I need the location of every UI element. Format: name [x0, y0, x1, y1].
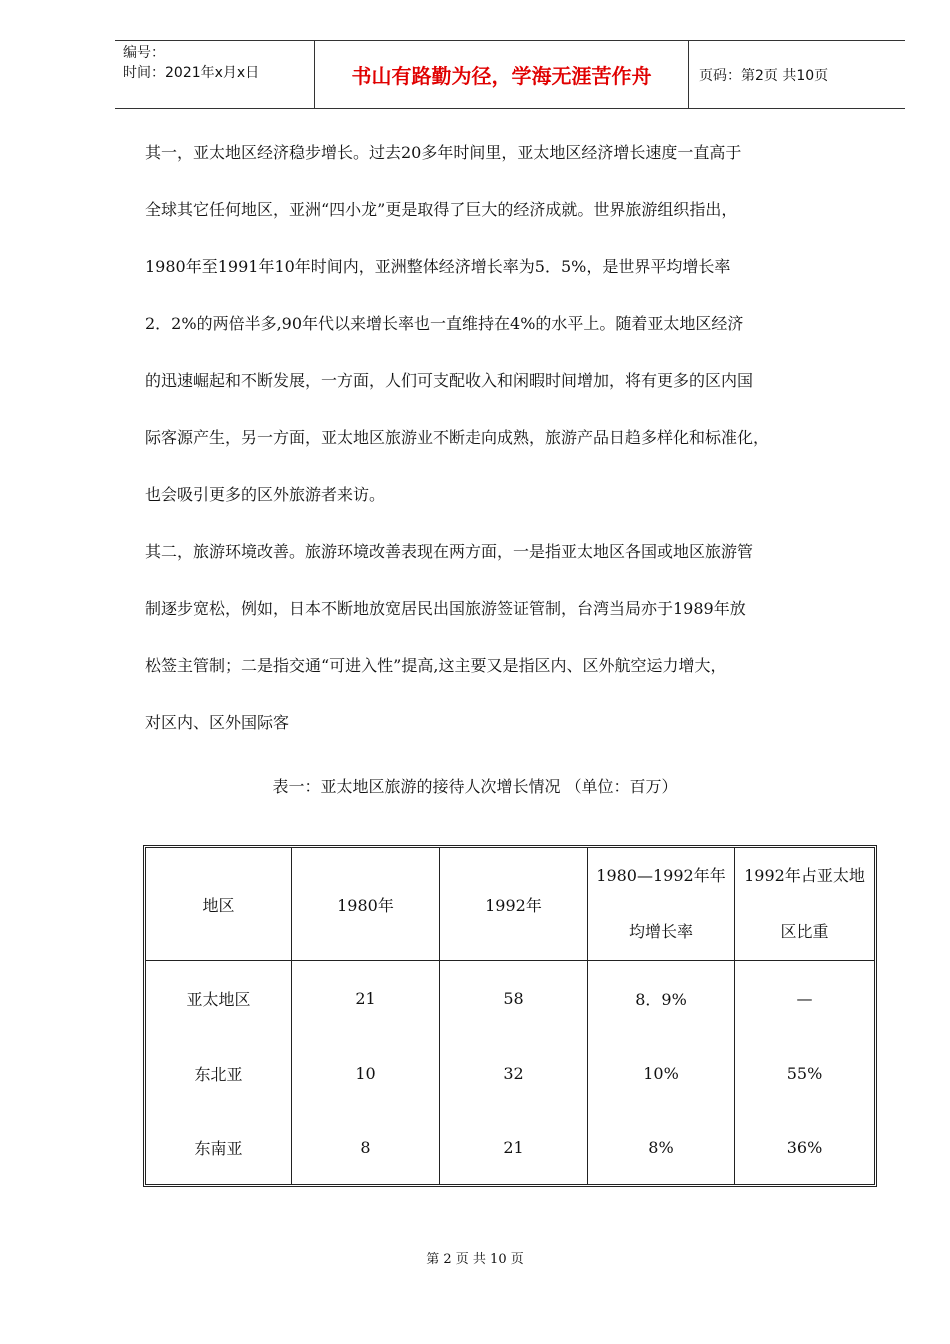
table-cell: 58 [440, 961, 588, 1037]
table-cell: 东北亚 [146, 1036, 292, 1110]
document-number-label: 编号： [123, 45, 165, 61]
text-line: 全球其它任何地区，亚洲“四小龙”更是取得了巨大的经济成就。世界旅游组织指出， [145, 200, 738, 219]
header-meta [115, 41, 315, 108]
paragraph-2 [145, 523, 885, 751]
header-page-info: 页码：第2页 共10页 [699, 67, 829, 84]
table-header-row [146, 848, 874, 961]
header-cell-1980: 1980年 [292, 848, 440, 961]
body-text [145, 124, 885, 751]
table-cell: 亚太地区 [146, 961, 292, 1037]
table-cell: 8% [588, 1110, 735, 1184]
text-line: 1980年至1991年10年时间内，亚洲整体经济增长率为5．5%，是世界平均增长率 [145, 257, 731, 276]
table-row [146, 1110, 874, 1184]
data-table [143, 845, 877, 1187]
table-row [146, 961, 874, 1037]
document-time-label: 时间：2021年x月x日 [123, 65, 260, 81]
table-cell: 10 [292, 1036, 440, 1110]
header-cell-growth [588, 848, 735, 961]
header-cell-region: 地区 [146, 848, 292, 961]
header-cell-growth-line2: 均增长率 [628, 922, 693, 941]
table-cell: 36% [786, 1137, 823, 1157]
table-cell: 8．9% [588, 961, 735, 1037]
header-cell-share-line1: 1992年占亚太地 [744, 866, 865, 885]
text-line: 其二，旅游环境改善。旅游环境改善表现在两方面，一是指亚太地区各国或地区旅游管 [145, 542, 754, 561]
text-line: 也会吸引更多的区外旅游者来访。 [145, 485, 386, 504]
table-row [146, 1036, 874, 1110]
table-cell: 32 [440, 1036, 588, 1110]
page-footer: 第 2 页 共 10 页 [426, 1252, 524, 1267]
text-line: 2．2%的两倍半多,90年代以来增长率也一直维持在4%的水平上。随着亚太地区经济 [145, 314, 744, 333]
paragraph-1 [145, 124, 885, 523]
header-cell-growth-line1: 1980—1992年年 [596, 866, 726, 885]
text-line: 的迅速崛起和不断发展，一方面，人们可支配收入和闲暇时间增加，将有更多的区内国 [145, 371, 754, 390]
text-line: 际客源产生，另一方面，亚太地区旅游业不断走向成熟，旅游产品日趋多样化和标准化， [145, 428, 770, 447]
header-cell-share-line2: 区比重 [780, 922, 829, 941]
table-cell: 东南亚 [146, 1110, 292, 1184]
table-cell: 21 [292, 961, 440, 1037]
table-cell: — [796, 989, 813, 1009]
page-header [115, 40, 905, 109]
text-line: 其一，亚太地区经济稳步增长。过去20多年时间里，亚太地区经济增长速度一直高于 [145, 143, 742, 162]
text-line: 制逐步宽松，例如，日本不断地放宽居民出国旅游签证管制，台湾当局亦于1989年放 [145, 599, 746, 618]
header-motto: 书山有路勤为径，学海无涯苦作舟 [315, 41, 689, 108]
text-line: 对区内、区外国际客 [145, 713, 290, 732]
header-cell-1992: 1992年 [440, 848, 588, 961]
header-cell-share [735, 848, 875, 961]
text-line: 松签主管制；二是指交通“可进入性”提高,这主要又是指区内、区外航空运力增大， [145, 656, 727, 675]
table-cell: 8 [292, 1110, 440, 1184]
table-cell: 55% [786, 1063, 823, 1083]
table-cell: 21 [440, 1110, 588, 1184]
table-caption: 表一：亚太地区旅游的接待人次增长情况 （单位：百万） [272, 777, 678, 796]
table-cell: 10% [588, 1036, 735, 1110]
